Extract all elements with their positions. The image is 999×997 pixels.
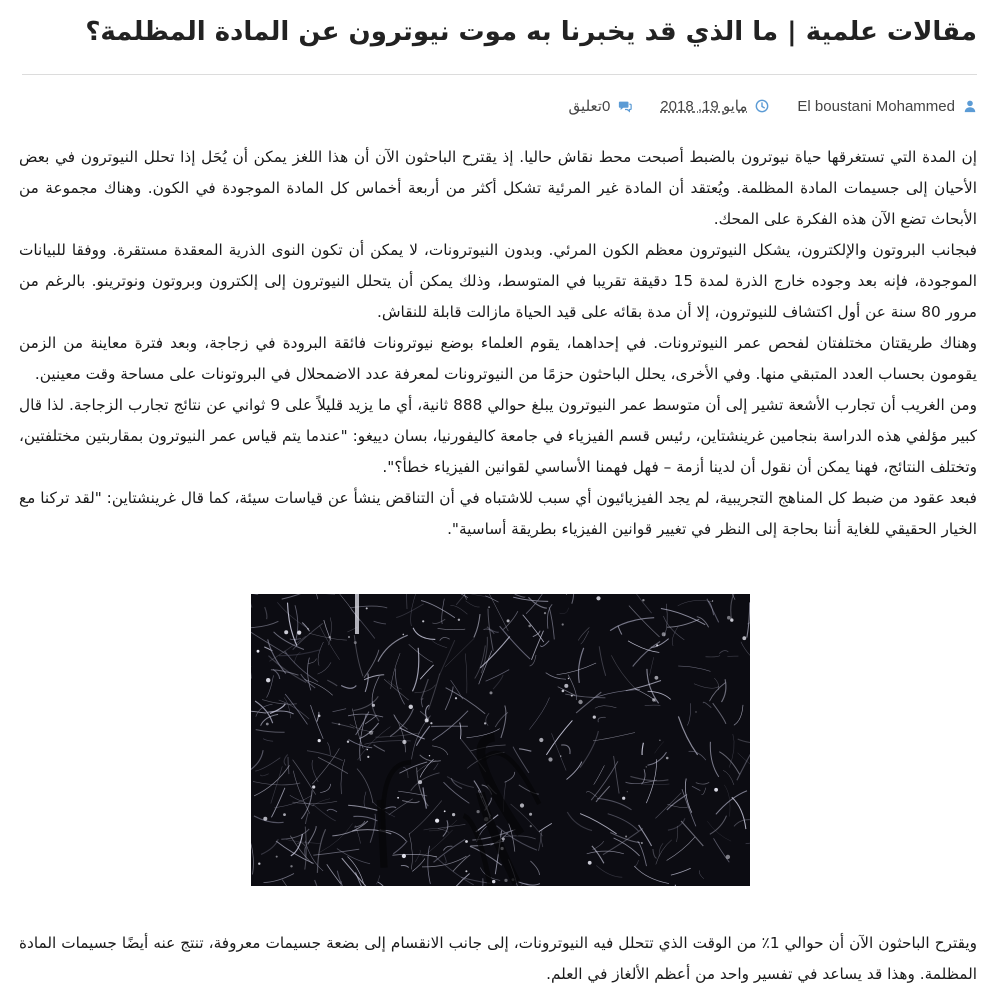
comments-label[interactable]: 0تعليق [568, 98, 611, 115]
paragraph: ويقترح الباحثون الآن أن حوالي 1٪ من الوقت الذي تتحلل فيه النيوترونات، إلى جانب الانقسام إلى بضعة جسيمات معروفة، تنتج عنه أيضًا جسيمات المادة المظلمة. وهذا قد يساعد في تفسير واحد من أعظم الألغاز في العلم. [19, 934, 978, 983]
comments-icon [618, 99, 632, 113]
publish-date[interactable] [660, 97, 769, 115]
author-name[interactable]: El boustani Mohammed [797, 97, 955, 115]
particle-tracks-svg [251, 594, 750, 886]
paragraph: ومن الغريب أن تجارب الأشعة تشير إلى أن متوسط عمر النيوترون يبلغ حوالي 888 ثانية، أي ما يزيد قليلاً على 9 ثواني عن نتائج تجارب الزجاجة. لذا قال كبير مؤلفي هذه الدراسة بنجامين غرينشتاين، رئيس قسم الفيزياء في جامعة كاليفورنيا، بسان دييغو: "عندما يتم قياس عمر النيوترون بمقاربتين مختلفتين، وتختلف النتائج، فهنا يمكن أن نقول أن لدينا أزمة – فهل فهمنا الأساسي لقوانين الفيزياء خطأ؟". [19, 396, 977, 476]
paragraph: وهناك طريقتان مختلفتان لفحص عمر النيوترونات. في إحداهما، يقوم العلماء بوضع نيوترونات فائقة البرودة في زجاجة، وبعد فترة معاينة من الزمن يقومون بحساب العدد المتبقي منها. وفي الأخرى، يحلل الباحثون حزمًا من النيوترونات لمعرفة عدد الاضمحلال في البروتونات على مساحة وقت معينين. [19, 334, 977, 383]
paragraph: فبجانب البروتون والإلكترون، يشكل النيوترون معظم الكون المرئي. وبدون النيوترونات، لا يمكن أن تكون النوى الذرية المعقدة مستقرة. ووفقا للبيانات الموجودة، فإنه بعد وجوده خارج الذرة لمدة 15 دقيقة تقريبا في المتوسط، وذلك يمكن أن يتحلل النيوترون إلى إلكترون وبروتون ونوترينو. بالرغم من مرور 80 سنة عن أول اكتشاف للنيوترون، إلا أن مدة بقائه على قيد الحياة مازالت قابلة للنقاش. [19, 241, 977, 321]
date-label[interactable]: مايو 19, 2018 [660, 98, 748, 115]
article-meta [569, 96, 977, 116]
title-divider [22, 74, 977, 75]
comments-count[interactable] [569, 97, 633, 115]
paragraph: إن المدة التي تستغرقها حياة نيوترون بالضبط أصبحت محط نقاش حاليا. إذ يقترح الباحثون الآن أن هذا اللغز يمكن أن يُحَل إذا تحلل النيوترون في بعض الأحيان إلى جسيمات المادة المظلمة. ويُعتقد أن المادة غير المرئية تشكل أكثر من أربعة أخماس كل المادة الموجودة في الكون. وهناك مجموعة من الأبحاث تضع الآن هذه الفكرة على المحك. [19, 148, 977, 228]
article-title: مقالات علمية | ما الذي قد يخبرنا به موت نيوترون عن المادة المظلمة؟ [85, 17, 977, 47]
particle-tracks-image [251, 594, 750, 886]
author[interactable] [797, 98, 977, 115]
paragraph: فبعد عقود من ضبط كل المناهج التجريبية، لم يجد الفيزيائيون أي سبب للاشتباه في أن التناقض ينشأ عن قياسات سيئة، كما قال غرينشتاين: "لقد تركنا مع الخيار الحقيقي للغاية أننا بحاجة إلى النظر في تغيير قوانين الفيزياء بطريقة أساسية". [19, 489, 977, 538]
article-body [19, 142, 977, 545]
clock-icon [755, 99, 769, 113]
user-icon [963, 99, 977, 113]
article-body-continued [19, 928, 977, 990]
